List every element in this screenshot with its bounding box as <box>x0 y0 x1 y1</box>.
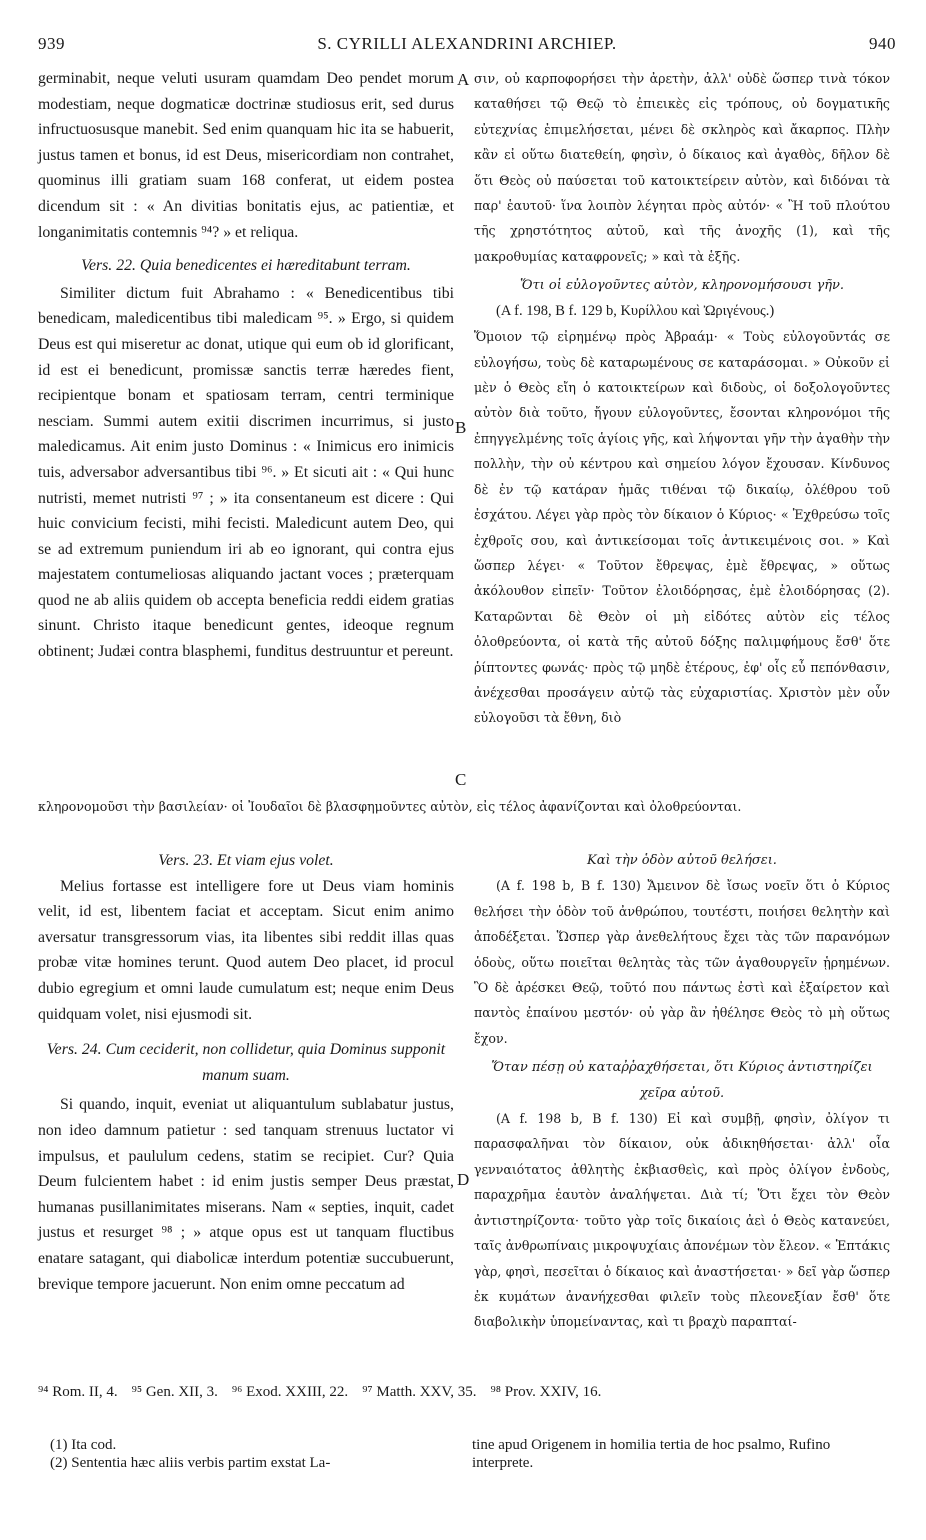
latin-verse-24: Vers. 24. Cum ceciderit, non collidetur, quia Dominus supponit manum suam. <box>46 1041 446 1084</box>
page-number-right: 940 <box>869 34 896 53</box>
margin-letter-a: A <box>457 70 470 89</box>
greek-paragraph-1: σιν, οὐ καρποφορήσει τὴν ἀρετὴν, ἀλλ' οὐδὲ ὥσπερ τινὰ τόκον καταθήσει τῷ Θεῷ τὸ ἐπιεικὲς εἰς τρόπους, οὐ δογματικῆς εὐτεχνίας ἐπιμελήσεται, μένει δὲ σκληρὸς καὶ ἄκαρπος. Πλὴν κἂν εἰ οὕτω διατεθείη, φησὶν, ὁ δίκαιος καὶ ἀγαθὸς, δῆλον δὲ ὅτι Θεὸς οὐ παύσεται τοῦ κατοικτείρειν αὐτὸν, καὶ διδόναι τὰ παρ' ἑαυτοῦ· ἵνα λοιπὸν λέγηται πρὸς αὐτόν· « Ἢ τοῦ πλούτου τῆς χρηστότητος αὐτοῦ, καὶ τῆς ἀνοχῆς (1), καὶ τῆς μακροθυμίας καταφρονεῖς; » καὶ τὰ ἑξῆς. <box>474 71 890 264</box>
greek-source-note-22: (A f. 198, B f. 129 b, Κυρίλλου καὶ Ὠριγένους.) <box>496 302 775 319</box>
footnote-1: (1) Ita cod. <box>50 1437 117 1453</box>
footnote-2-continued: tine apud Origenem in homilia tertia de hoc psalmo, Rufino interprete. <box>472 1437 831 1471</box>
greek-verse-23: Καὶ τὴν ὁδὸν αὐτοῦ θελήσει. <box>587 853 777 868</box>
greek-verse-24: Ὅταν πέσῃ οὐ καταῤῥαχθήσεται, ὅτι Κύριος ἀντιστηρίζει χεῖρα αὐτοῦ. <box>491 1060 873 1101</box>
greek-verse-22: Ὅτι οἱ εὐλογοῦντες αὐτὸν, κληρονομήσουσι γῆν. <box>519 278 845 294</box>
latin-paragraph-2: Similiter dictum fuit Abrahamo : « Benedicentibus tibi benedicam, maledicentibus tibi maledicam ⁹⁵. » Ergo, si quidem Deus est qui miseretur ac donat, utique qui eum ob id glorificant, id est ei benedicunt, promissæ sanctis terræ hæredes fient, recipientque bonam et spatiosam terram, centri terminique nesciam. Summi autem exitii discrimen incurrimus, si justo maledicamus. Ait enim justo Dominus : « Inimicus ero inimicis tuis, adversabor adversantibus tibi ⁹⁶. » Et sicuti ait : « Qui hunc nutristi, memet nutristi ⁹⁷ ; » ita consentaneum est dicere : Qui huic convicium fecisti, mihi fecisti. Maledicunt autem Deo, qui se ad extremum puniendum iri ab eo ignorant, qui contra ejus majestatem contumeliosas aliquando jactant voces ; præterquam quod ne ab aliis quidem ob accepta beneficia reddi eidem gratias sinunt. Christo itaque benedicunt gentes, ideoque regnum obtinent; Judæi contra blasphemi, funditus destruuntur et pereunt. <box>38 284 454 661</box>
reference-item: ⁹⁴ Rom. II, 4. <box>38 1384 118 1400</box>
latin-column-lower <box>38 848 454 1297</box>
margin-letter-c: C <box>455 770 467 789</box>
scripture-references <box>38 1384 896 1401</box>
page-number-left: 939 <box>38 34 65 53</box>
reference-item: ⁹⁶ Exod. XXIII, 22. <box>231 1384 349 1400</box>
margin-letter-d: D <box>457 1170 470 1189</box>
footnotes-left <box>50 1436 450 1472</box>
greek-column <box>474 66 890 731</box>
greek-column-lower <box>474 848 890 1335</box>
latin-verse-23: Vers. 23. Et viam ejus volet. <box>158 852 334 869</box>
latin-paragraph-3: Melius fortasse est intelligere fore ut Deus viam hominis velit, id est, libentem faciat et acceptam. Sicut enim animo aversatur transgressorum vias, ita libentes sibi reddit illas quas probæ vitæ homines terunt. Quod autem Deo placet, id procul dubio egregium et omni laude cumulatum est; neque enim Deus quidquam volet, nisi ejusmodi sit. <box>38 877 454 1023</box>
greek-paragraph-3: (A f. 198 b, B f. 130) Ἄμεινον δὲ ἴσως νοεῖν ὅτι ὁ Κύριος θελήσει τὴν ὁδὸν τοῦ ἀνθρώπου, τουτέστι, ποιήσει θελητὴν καὶ ἀποδέξεται. Ὥσπερ γὰρ ἀνεθελήτους ἔχει τὰς τῶν παρανόμων ὁδοὺς, οὕτω ποιεῖται θελητὰς τὰς τῶν ἀγαθουργεῖν ᾑρημένων. Ὃ δὲ ἀρέσκει Θεῷ, τοῦτό που πάντως ἐστὶ καὶ ἐξαίρετον καὶ παντὸς ἐπαίνου μεστόν· οὐ γὰρ ἂν ἠθέλησε Θεὸς τὸ μὴ οὕτως ἔχον. <box>474 878 890 1046</box>
running-title: S. CYRILLI ALEXANDRINI ARCHIEP. <box>317 34 617 53</box>
reference-item: ⁹⁷ Matth. XXV, 35. <box>362 1384 477 1400</box>
latin-paragraph-1: germinabit, neque veluti usuram quamdam Deo pendet morum modestiam, neque dogmaticæ doctrinæ studiosus erit, sed durus infructuosusque manebit. Sed enim quanquam hic ita se habuerit, justus tamen et bonus, id est Deus, misericordiam non contrahet, quominus illi gratiam suam 168 conferat, ut eidem postea dicendum sit : « An divitias bonitatis ejus, ac patientiæ, et longanimitatis contemnis ⁹⁴? » et reliqua. <box>38 70 454 241</box>
latin-column <box>38 66 454 665</box>
footnote-2: (2) Sententia hæc aliis verbis partim exstat La- <box>50 1455 331 1471</box>
latin-paragraph-4: Si quando, inquit, eveniat ut aliquantulum sublabatur justus, non ideo damnum patietur : sed tanquam strenuus luctator vi impulsus, et paululum cedens, statim se recipiet. Cur? Quia Deum fulcientem habet : id enim justis semper Deus præstat, humanas pusillanimitates miserans. Nam « septies, inquit, cadet justus et resurget ⁹⁸ ; » atque opus est ut tanquam fluctibus enatare satagant, qui diabolicæ interdum potentiæ succubuerunt, brevique tempore jacuerunt. Non enim omne peccatum ad <box>38 1096 454 1293</box>
greek-paragraph-4: (A f. 198 b, B f. 130) Εἰ καὶ συμβῇ, φησὶν, ὀλίγον τι παρασφαλῆναι τὸν δίκαιον, οὐκ ἀδικηθήσεται· ἀλλ' οἷα γενναιότατος ἀθλητὴς ἐκβιασθεὶς, καὶ πρὸς ὀλίγον ἐνδοὺς, παραχρῆμα ἑαυτὸν ἀναλήψεται. Διὰ τί; Ὅτι ἔχει τὸν Θεὸν ἀντιστηρίζοντα· τοῦτο γὰρ τοῖς δικαίοις ἀεὶ ὁ Θεὸς κατανεύει, ταῖς ἀνθρωπίναις μικροψυχίαις ἀπονέμων τὸν ἔλεον. « Ἑπτάκις γὰρ, φησὶ, πεσεῖται ὁ δίκαιος καὶ ἀναστήσεται· » δεῖ γὰρ ὥσπερ ἐκ κυμάτων ἀνανήχεσθαι φιλεῖν τοὺς πλεονεξίαν ἔσθ' ὅτε διαβολικὴν ὑπομείναντας, καὶ τι βραχὺ παραπταί- <box>474 1111 890 1330</box>
margin-letter-b: B <box>455 418 467 437</box>
reference-item: ⁹⁸ Prov. XXIV, 16. <box>490 1384 602 1400</box>
latin-verse-22: Vers. 22. Quia benedicentes ei hæreditabunt terram. <box>81 257 411 275</box>
running-header <box>38 34 896 58</box>
reference-item: ⁹⁵ Gen. XII, 3. <box>131 1384 218 1400</box>
footnotes-right <box>472 1436 892 1472</box>
full-width-greek-line: κληρονομοῦσι τὴν βασιλείαν· οἱ Ἰουδαῖοι δὲ βλασφημοῦντες αὐτὸν, εἰς τέλος ἀφανίζονται καὶ ὀλοθρεύονται. <box>38 799 742 814</box>
greek-paragraph-2: Ὅμοιον τῷ εἰρημένῳ πρὸς Ἀβραάμ· « Τοὺς εὐλογοῦντάς σε εὐλογήσω, τοὺς δὲ καταρωμένους σε καταράσομαι. » Οὐκοῦν εἰ μὲν ὁ Θεὸς εἴη ὁ κατοικτείρων καὶ διδοὺς, οἱ δοξολογοῦντες αὐτὸν διὰ τοῦτο, ἤγουν εὐλογοῦντες, ἔσονται κληρονόμοι τῆς ἐπηγγελμένης τοῖς ἁγίοις γῆς, καὶ λήψονται γῆν τὴν ἀγαθὴν τὴν πολλὴν, τὴν οὐ κέντρου καὶ σημείου λόγον ἔχουσαν. Κίνδυνος δὲ ἐν τῷ κατάραν ἡμᾶς τιθέναι τῷ δικαίῳ, ὀλέθρου τοῦ ἐσχάτου. Λέγει γὰρ πρὸς τὸν δίκαιον ὁ Κύριος· « Ἐχθρεύσω τοῖς ἐχθροῖς σου, καὶ ἀντικείσομαι τοῖς ἀντικειμένοις σοι. » Καὶ ὥσπερ λέγει· « Τοῦτον ἔθρεψας, ἐμὲ ἔθρεψας, » οὕτως ἀκόλουθον εἰπεῖν· Τοῦτον ἐλοιδόρησας, ἐμὲ ἐλοιδόρησας (2). Καταρῶνται δὲ Θεὸν οἱ μὴ εἰδότες αὐτὸν εἰς τέλος ὀλοθρεύοντα, οἱ κατὰ τῆς αὐτοῦ δόξης παλιμφήμους ἔσθ' ὅτε ῥίπτοντες φωνάς· πρὸς τῷ μηδὲ ἑτέρους, ἐφ' οἷς εὖ πεπόνθασιν, ἀνέχεσθαι προσάγειν αὐτῷ τὰς εὐχαριστίας. Χριστὸν μὲν οὖν εὐλογοῦσι τὰ ἔθνη, διὸ <box>474 329 890 726</box>
